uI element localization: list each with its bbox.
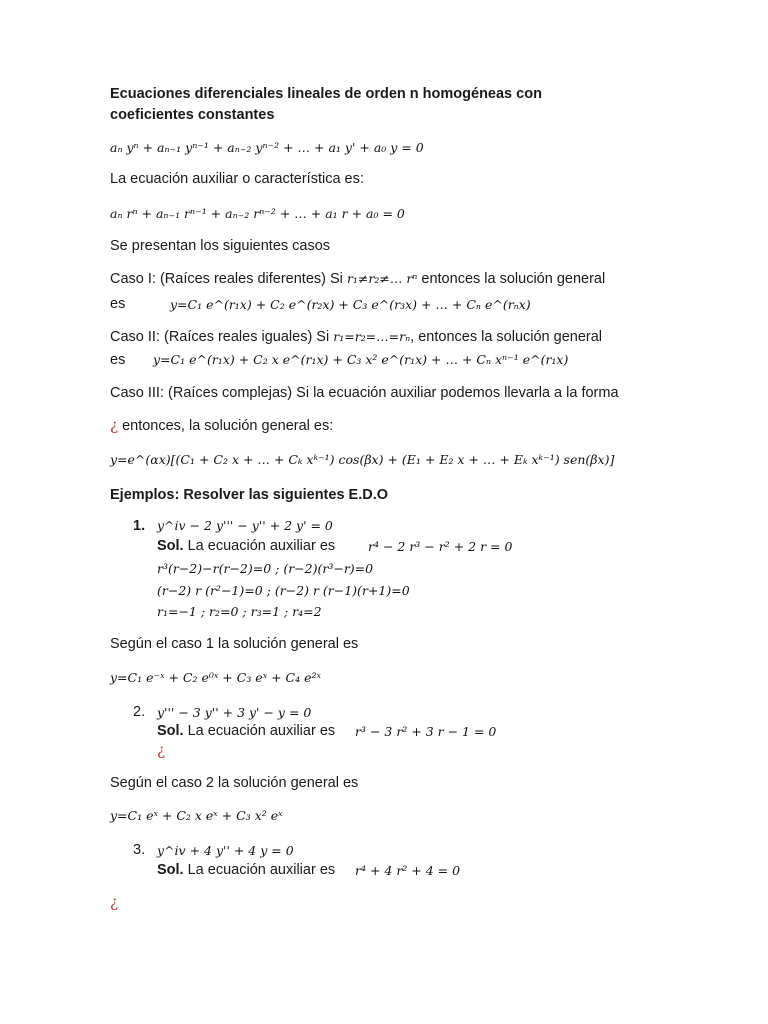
case2-text-a: Caso II: (Raíces reales iguales) Si: [110, 329, 334, 345]
aux-intro: La ecuación auxiliar o característica es:: [110, 171, 364, 187]
ex2-sol-label: Sol.: [157, 723, 184, 739]
case1-text-a: Caso I: (Raíces reales diferentes) Si: [110, 271, 347, 287]
aux-equation: aₙ rⁿ + aₙ₋₁ rⁿ⁻¹ + aₙ₋₂ rⁿ⁻² + … + a₁ r + a₀ = 0: [110, 206, 405, 221]
doc-title-line2: coeficientes constantes: [110, 107, 275, 123]
case2-solution: y=C₁ e^(r₁x) + C₂ x e^(r₁x) + C₃ x² e^(r₁x) + … + Cₙ xⁿ⁻¹ e^(r₁x): [153, 352, 569, 367]
ex3-equation: y^iv + 4 y'' + 4 y = 0: [157, 843, 294, 858]
case3-line2: [110, 416, 333, 434]
ex3-sol-text: La ecuación auxiliar es: [183, 862, 336, 878]
ex1-aux-equation: r⁴ − 2 r³ − r² + 2 r = 0: [368, 539, 513, 554]
ex1-after: Según el caso 1 la solución general es: [110, 636, 359, 652]
main-equation: aₙ yⁿ + aₙ₋₁ yⁿ⁻¹ + aₙ₋₂ yⁿ⁻² + … + a₁ y' + a₀ y = 0: [110, 140, 424, 155]
ex3-sol-line: [157, 862, 335, 878]
ex2-general-solution: y=C₁ eˣ + C₂ x eˣ + C₃ x² eˣ: [110, 808, 283, 823]
ex2-equation: y''' − 3 y'' + 3 y' − y = 0: [157, 705, 312, 720]
case2-condition: r₁=r₂=…=rₙ: [333, 329, 411, 344]
case3-missing-glyph: ¿: [110, 416, 119, 434]
ex2-after: Según el caso 2 la solución general es: [110, 775, 359, 791]
ex1-sol-text: La ecuación auxiliar es: [183, 538, 336, 554]
ex1-sol-label: Sol.: [157, 538, 184, 554]
case1-text-b: entonces la solución general: [417, 271, 606, 287]
ex2-sol-line: [157, 723, 335, 739]
case2-es: es: [110, 352, 126, 368]
ex2-missing-glyph: ¿: [157, 741, 166, 759]
case1-solution: y=C₁ e^(r₁x) + C₂ e^(r₂x) + C₃ e^(r₃x) + … + Cₙ e^(rₙx): [170, 297, 531, 312]
ex2-sol-text: La ecuación auxiliar es: [183, 723, 336, 739]
ex1-step1: r³(r−2)−r(r−2)=0 ; (r−2)(r³−r)=0: [157, 561, 374, 576]
ex3-missing-glyph: ¿: [110, 893, 119, 911]
ex2-number: 2.: [133, 704, 146, 720]
ex1-general-solution: y=C₁ e⁻ˣ + C₂ e⁰ˣ + C₃ eˣ + C₄ e²ˣ: [110, 670, 321, 685]
doc-title-line1: Ecuaciones diferenciales lineales de orden n homogéneas con: [110, 86, 542, 102]
ex1-equation: y^iv − 2 y''' − y'' + 2 y' = 0: [157, 518, 333, 533]
ex1-sol-line: [157, 538, 335, 554]
ex3-aux-equation: r⁴ + 4 r² + 4 = 0: [355, 863, 461, 878]
ex1-number: 1.: [133, 518, 146, 534]
cases-intro: Se presentan los siguientes casos: [110, 238, 331, 254]
ex1-roots: r₁=−1 ; r₂=0 ; r₃=1 ; r₄=2: [157, 604, 322, 619]
case3-line1: Caso III: (Raíces complejas) Si la ecuación auxiliar podemos llevarla a la forma: [110, 385, 619, 401]
case1-es: es: [110, 296, 126, 312]
case1-line1: [110, 271, 605, 287]
case2-text-b: , entonces la solución general: [410, 329, 603, 345]
case1-condition: r₁≠r₂≠… rⁿ: [346, 271, 418, 286]
ex3-sol-label: Sol.: [157, 862, 184, 878]
ex3-number: 3.: [133, 842, 146, 858]
examples-heading: Ejemplos: Resolver las siguientes E.D.O: [110, 487, 389, 503]
case2-line1: [110, 329, 602, 345]
case3-solution: y=e^(αx)[(C₁ + C₂ x + … + Cₖ xᵏ⁻¹) cos(βx) + (E₁ + E₂ x + … + Eₖ xᵏ⁻¹) sen(βx)]: [110, 452, 615, 467]
ex1-step2: (r−2) r (r²−1)=0 ; (r−2) r (r−1)(r+1)=0: [157, 583, 410, 598]
case3-text: entonces, la solución general es:: [118, 418, 334, 434]
ex2-aux-equation: r³ − 3 r² + 3 r − 1 = 0: [355, 724, 497, 739]
